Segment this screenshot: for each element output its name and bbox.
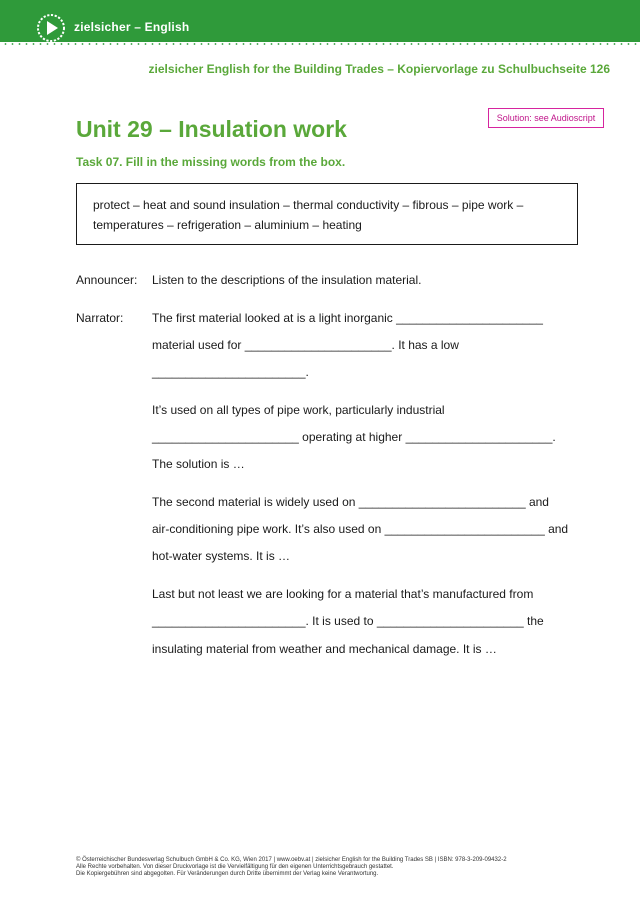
task-instruction: Task 07. Fill in the missing words from the box.: [76, 155, 346, 169]
narrator-label: Narrator:: [76, 311, 124, 325]
solution-note: Solution: see Audioscript: [488, 108, 604, 128]
narrator-line: air-conditioning pipe work. It’s also used on ________________________ and: [152, 522, 569, 536]
narrator-line: _______________________.: [152, 365, 309, 379]
narrator-line: _______________________. It is used to ______________________ the: [152, 614, 544, 628]
word-box-line: protect – heat and sound insulation – thermal conductivity – fibrous – pipe work –: [93, 198, 524, 212]
narrator-line: The second material is widely used on _________________________ and: [152, 495, 549, 509]
word-box: [76, 183, 578, 245]
narrator-line: The solution is …: [152, 457, 245, 471]
footer-line: Alle Rechte vorbehalten. Von dieser Druckvorlage ist die Vervielfältigung für den eigenen Unterrichtsgebrauch gestattet.: [76, 864, 394, 870]
brand-name: zielsicher – English: [74, 20, 190, 34]
narrator-line: hot-water systems. It is …: [152, 549, 291, 563]
narrator-line: insulating material from weather and mechanical damage. It is …: [152, 642, 497, 656]
narrator-line: material used for ______________________. It has a low: [152, 338, 459, 352]
narrator-line: The first material looked at is a light inorganic ______________________: [152, 311, 543, 325]
play-logo-icon: [36, 13, 66, 43]
banner-dotted-edge: [0, 38, 640, 50]
footer-line: © Österreichischer Bundesverlag Schulbuch GmbH & Co. KG, Wien 2017 | www.oebv.at | zielsicher English for the Building Trades SB | ISBN: 978-3-209-09432-2: [76, 857, 507, 863]
footer-line: Die Kopiergebühren sind abgegolten. Für Veränderungen durch Dritte übernimmt der Verlag keine Verantwortung.: [76, 871, 379, 877]
word-box-line: temperatures – refrigeration – aluminium – heating: [93, 218, 362, 232]
page-footer: [76, 857, 507, 878]
announcer-label: Announcer:: [76, 273, 138, 287]
announcer-text: Listen to the descriptions of the insulation material.: [152, 273, 422, 287]
unit-title: Unit 29 – Insulation work: [76, 116, 347, 142]
narrator-line: It’s used on all types of pipe work, particularly industrial: [152, 403, 445, 417]
narrator-line: ______________________ operating at higher ______________________.: [152, 430, 556, 444]
page-subtitle: zielsicher English for the Building Trades – Kopiervorlage zu Schulbuchseite 126: [148, 62, 610, 76]
narrator-line: Last but not least we are looking for a material that’s manufactured from: [152, 587, 534, 601]
